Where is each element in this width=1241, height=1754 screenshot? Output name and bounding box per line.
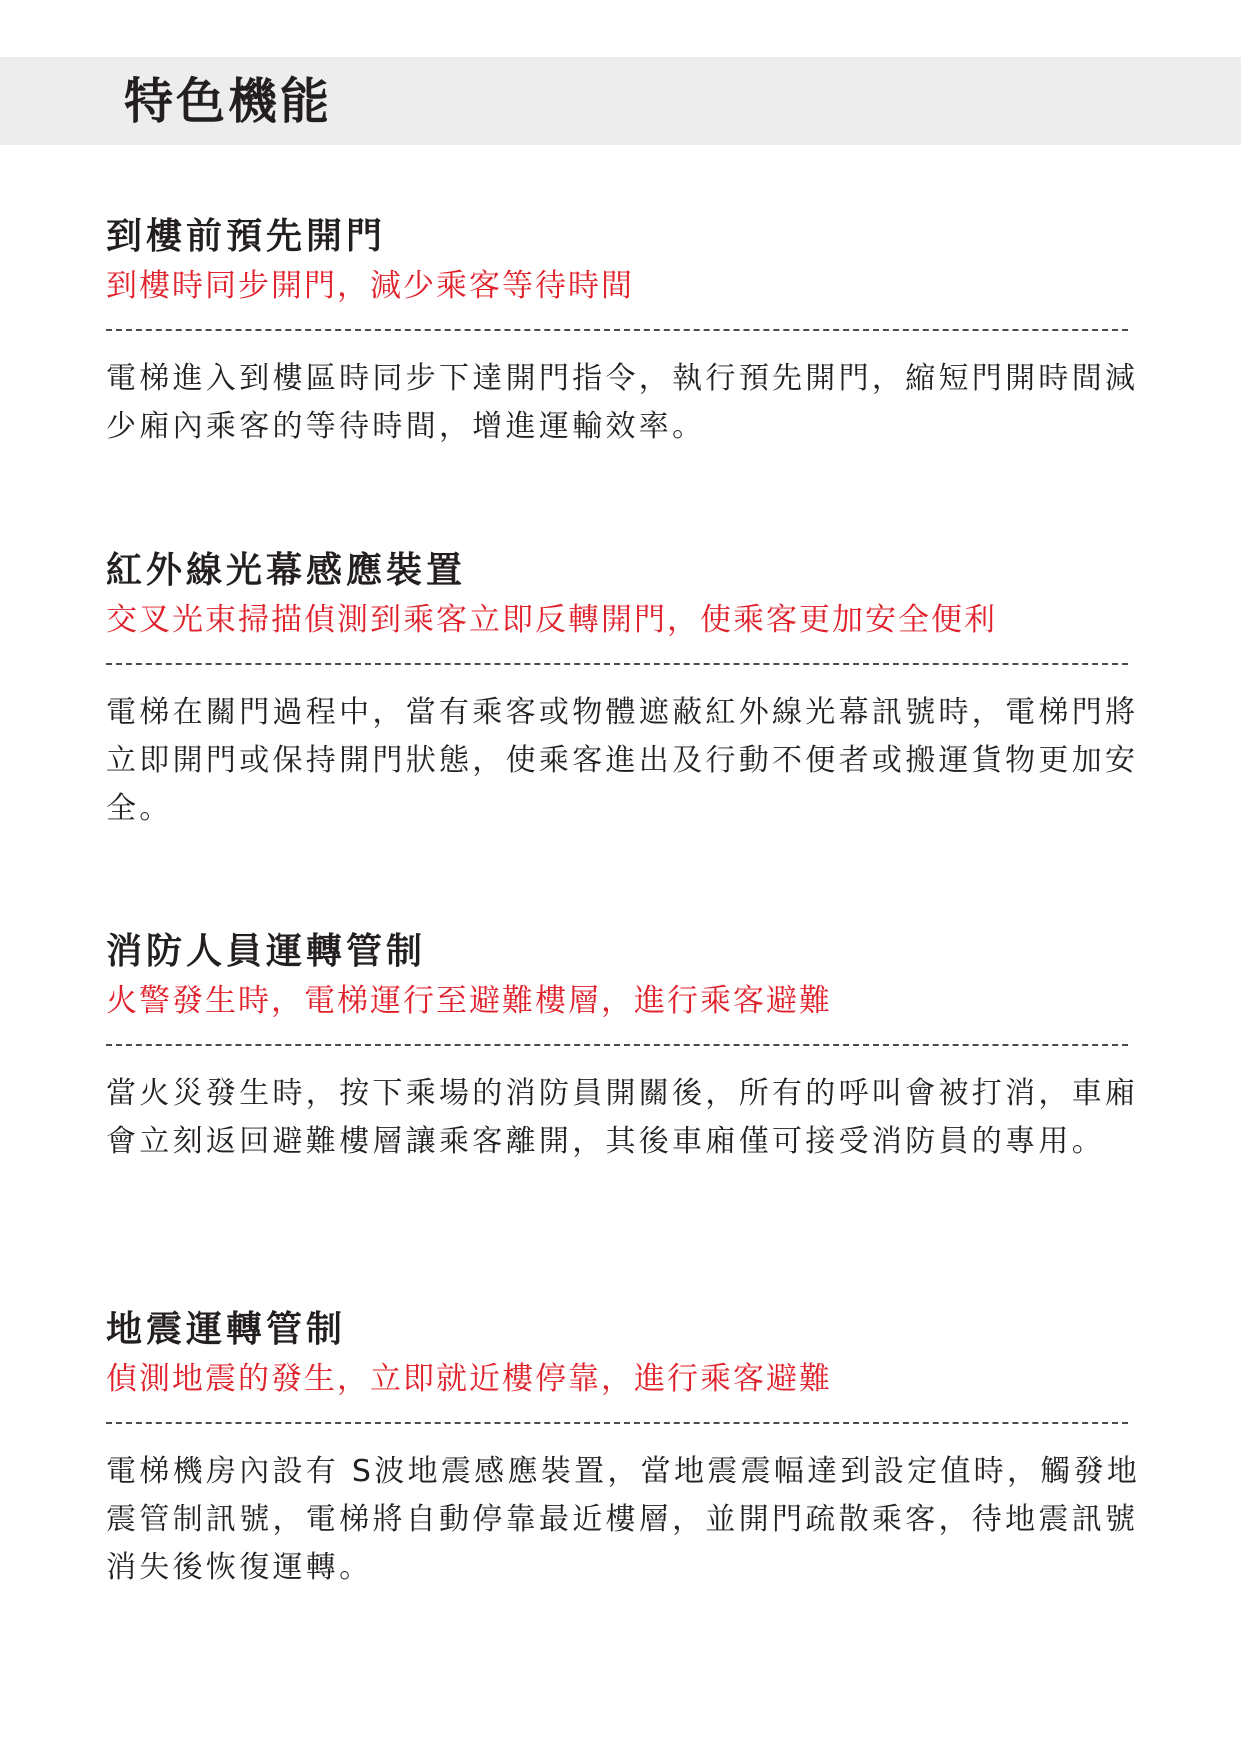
- section-body: 電梯在關門過程中，當有乘客或物體遮蔽紅外線光幕訊號時，電梯門將立即開門或保持開門狀態，使乘客進出及行動不便者或搬運貨物更加安全。: [106, 695, 1139, 826]
- section-subtitle: 偵測地震的發生，立即就近樓停靠，進行乘客避難: [106, 1361, 832, 1397]
- feature-section-earthquake-operation: [106, 1306, 1141, 1592]
- section-body: 電梯機房內設有 S波地震感應裝置，當地震震幅達到設定值時，觸發地震管制訊號，電梯將自動停靠最近樓層，並開門疏散乘客，待地震訊號消失後恢復運轉。: [106, 1454, 1141, 1585]
- section-body: 當火災發生時，按下乘場的消防員開關後，所有的呼叫會被打消，車廂會立刻返回避難樓層讓乘客離開，其後車廂僅可接受消防員的專用。: [106, 1076, 1139, 1159]
- section-title: 地震運轉管制: [106, 1309, 347, 1350]
- section-title: 紅外線光幕感應裝置: [106, 550, 467, 591]
- dashed-divider: [106, 663, 1128, 665]
- dashed-divider: [106, 329, 1128, 331]
- dashed-divider: [106, 1422, 1128, 1424]
- page-header-band: [0, 57, 1241, 145]
- feature-section-door-preopening: [106, 213, 1139, 451]
- feature-section-firefighter-operation: [106, 928, 1139, 1166]
- section-subtitle: 交叉光束掃描偵測到乘客立即反轉開門，使乘客更加安全便利: [106, 602, 997, 638]
- feature-section-infrared-light-curtain: [106, 547, 1139, 833]
- section-subtitle: 火警發生時，電梯運行至避難樓層，進行乘客避難: [106, 983, 832, 1019]
- section-title: 消防人員運轉管制: [106, 931, 427, 972]
- section-subtitle: 到樓時同步開門，減少乘客等待時間: [106, 268, 634, 304]
- section-title: 到樓前預先開門: [106, 216, 387, 257]
- section-body: 電梯進入到樓區時同步下達開門指令，執行預先開門，縮短門開時間減少廂內乘客的等待時間，增進運輸效率。: [106, 361, 1139, 444]
- page-title: 特色機能: [124, 73, 333, 130]
- dashed-divider: [106, 1044, 1128, 1046]
